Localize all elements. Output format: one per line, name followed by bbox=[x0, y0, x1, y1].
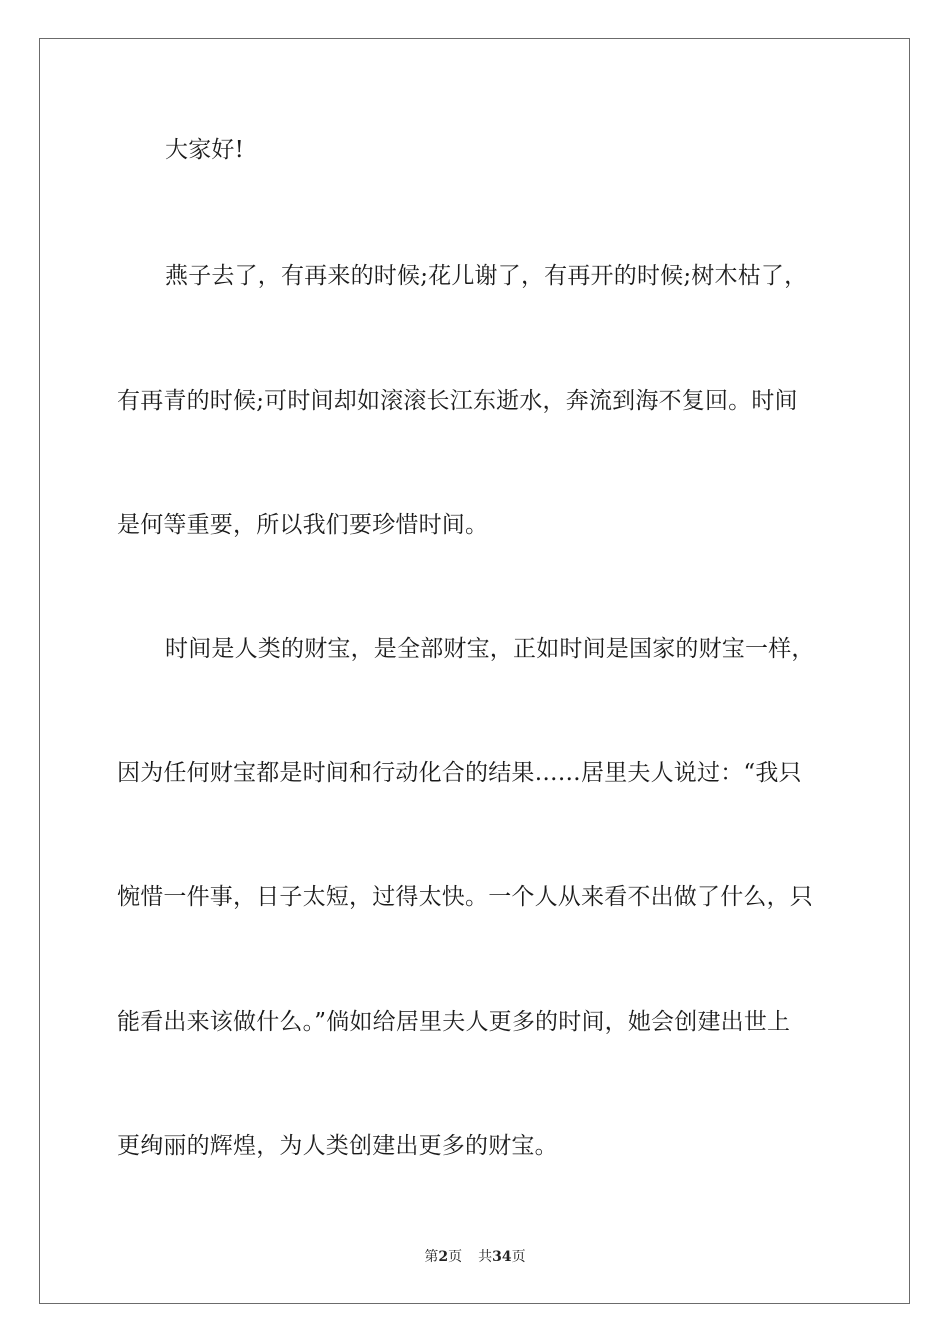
page-prefix: 第 bbox=[424, 1249, 439, 1265]
paragraph-2-line-1: 时间是人类的财宝，是全部财宝，正如时间是国家的财宝一样， bbox=[165, 636, 815, 662]
paragraph-2-line-2: 因为任何财宝都是时间和行动化合的结果……居里夫人说过：“我只 bbox=[117, 760, 802, 786]
paragraph-2-line-5: 更绚丽的辉煌，为人类创建出更多的财宝。 bbox=[117, 1133, 558, 1159]
page-footer bbox=[0, 1248, 950, 1266]
page-border bbox=[39, 38, 910, 1304]
page-number: 2 bbox=[438, 1249, 449, 1265]
paragraph-1-line-1: 燕子去了，有再来的时候;花儿谢了，有再开的时候;树木枯了， bbox=[165, 263, 808, 289]
paragraph-2-line-4: 能看出来该做什么。”倘如给居里夫人更多的时间，她会创建出世上 bbox=[117, 1009, 791, 1035]
paragraph-2-line-3: 惋惜一件事，日子太短，过得太快。一个人从来看不出做了什么，只 bbox=[117, 884, 813, 910]
total-pages: 34 bbox=[492, 1249, 512, 1265]
paragraph-1-line-3: 是何等重要，所以我们要珍惜时间。 bbox=[117, 512, 489, 538]
paragraph-1-line-2: 有再青的时候;可时间却如滚滚长江东逝水，奔流到海不复回。时间 bbox=[117, 388, 798, 414]
total-prefix: 共 bbox=[478, 1249, 493, 1265]
total-suffix: 页 bbox=[511, 1249, 526, 1265]
greeting-line: 大家好! bbox=[165, 137, 245, 163]
page-suffix: 页 bbox=[448, 1249, 463, 1265]
